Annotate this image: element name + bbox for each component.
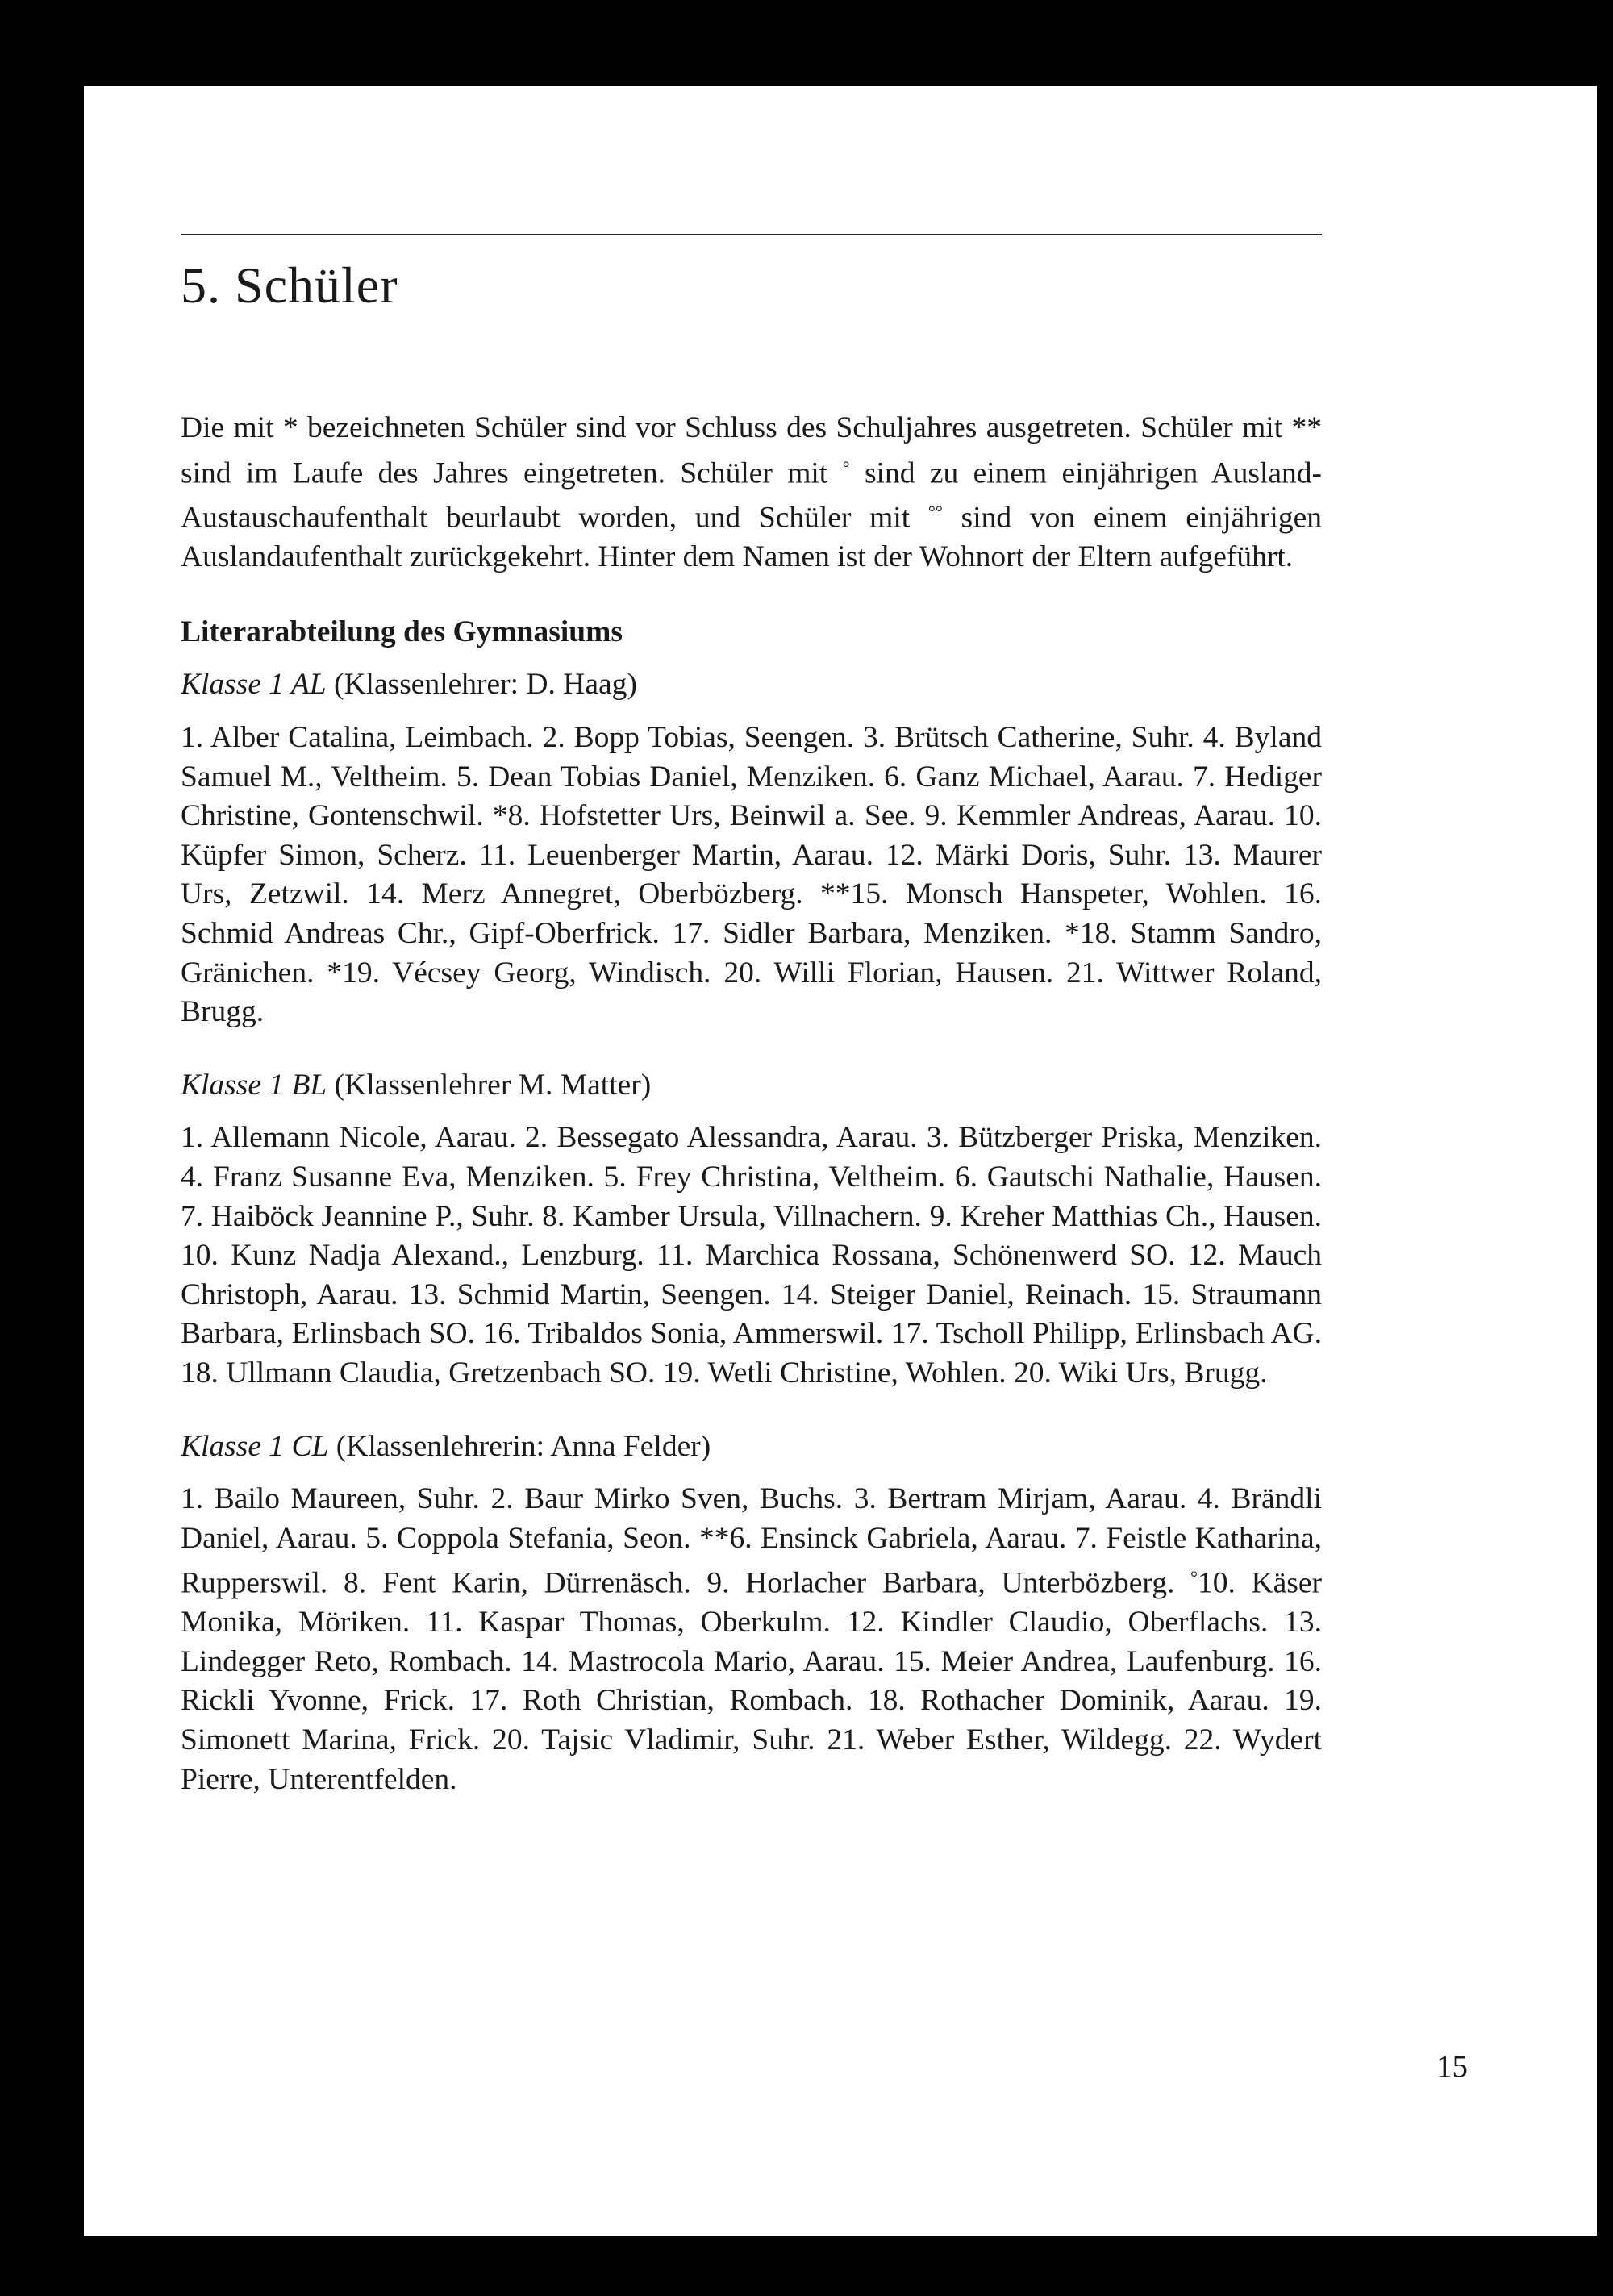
class-heading-1al: [181, 665, 1322, 705]
degree-mark: °: [1190, 1567, 1198, 1588]
class-name: Klasse 1 CL: [181, 1429, 329, 1463]
body-text: [181, 409, 1322, 1833]
class-teacher: (Klassenlehrer: D. Haag): [333, 668, 637, 702]
header-rule: [181, 234, 1322, 235]
class-name: Klasse 1 BL: [181, 1068, 327, 1102]
double-degree-mark: °°: [927, 502, 943, 523]
student-list-1al: 1. Alber Catalina, Leimbach. 2. Bopp Tobias, Seengen. 3. Brütsch Catherine, Suhr. 4. Byland Samuel M., Veltheim. 5. Dean Tobias Daniel, Menziken. 6. Ganz Michael, Aarau. 7. Hediger Christine, Gontenschwil. *8. Hofstetter Urs, Beinwil a. See. 9. Kemmler Andreas, Aarau. 10. Küpfer Simon, Scherz. 11. Leuenberger Martin, Aarau. 12. Märki Doris, Suhr. 13. Maurer Urs, Zetzwil. 14. Merz Annegret, Oberbözberg. **15. Monsch Hanspeter, Wohlen. 16. Schmid Andreas Chr., Gipf-Oberfrick. 17. Sidler Barbara, Menziken. *18. Stamm Sandro, Gränichen. *19. Vécsey Georg, Windisch. 20. Willi Florian, Hausen. 21. Wittwer Roland, Brugg.: [181, 721, 1322, 1029]
intro-paragraph: Die mit * bezeichneten Schüler sind vor Schluss des Schuljahres ausgetreten. Schüler mit ** sind im Laufe des Jahres eingetreten. Schüler mit ° sind zu einem einjährigen Ausland-Austauschaufenthalt beurlaubt worden, und Schüler mit °° sind von einem einjährigen Auslandaufenthalt zurückgekehrt. Hinter dem Namen ist der Wohnort der Eltern aufgeführt.: [181, 411, 1322, 574]
student-list-1bl: 1. Allemann Nicole, Aarau. 2. Bessegato Alessandra, Aarau. 3. Bützberger Priska, Menziken. 4. Franz Susanne Eva, Menziken. 5. Frey Christina, Veltheim. 6. Gautschi Nathalie, Hausen. 7. Haiböck Jeannine P., Suhr. 8. Kamber Ursula, Villnachern. 9. Kreher Matthias Ch., Hausen. 10. Kunz Nadja Alexand., Lenzburg. 11. Marchica Rossana, Schönenwerd SO. 12. Mauch Christoph, Aarau. 13. Schmid Martin, Seengen. 14. Steiger Daniel, Reinach. 15. Straumann Barbara, Erlinsbach SO. 16. Tribaldos Sonia, Ammerswil. 17. Tscholl Philipp, Erlinsbach AG. 18. Ullmann Claudia, Gretzenbach SO. 19. Wetli Christine, Wohlen. 20. Wiki Urs, Brugg.: [181, 1121, 1322, 1390]
section-title: Literarabteilung des Gymnasiums: [181, 615, 623, 648]
class-heading-1bl: [181, 1066, 1322, 1106]
chapter-title: 5. Schüler: [181, 256, 398, 314]
degree-mark: °: [842, 456, 850, 477]
document-page: [84, 86, 1597, 2236]
class-name: Klasse 1 AL: [181, 668, 327, 702]
student-list-1cl: 1. Bailo Maureen, Suhr. 2. Baur Mirko Sven, Buchs. 3. Bertram Mirjam, Aarau. 4. Brändli Daniel, Aarau. 5. Coppola Stefania, Seon. **6. Ensinck Gabriela, Aarau. 7. Feistle Katharina, Rupperswil. 8. Fent Karin, Dürrenäsch. 9. Horlacher Barbara, Unterbözberg. °10. Käser Monika, Möriken. 11. Kaspar Thomas, Oberkulm. 12. Kindler Claudio, Oberflachs. 13. Lindegger Reto, Rombach. 14. Mastrocola Mario, Aarau. 15. Meier Andrea, Laufenburg. 16. Rickli Yvonne, Frick. 17. Roth Christian, Rombach. 18. Rothacher Dominik, Aarau. 19. Simonett Marina, Frick. 20. Tajsic Vladimir, Suhr. 21. Weber Esther, Wildegg. 22. Wydert Pierre, Unterentfelden.: [181, 1482, 1322, 1796]
class-teacher: (Klassenlehrer M. Matter): [334, 1068, 652, 1102]
class-heading-1cl: [181, 1427, 1322, 1467]
page-number: 15: [1436, 2049, 1468, 2084]
class-teacher: (Klassenlehrerin: Anna Felder): [336, 1429, 711, 1463]
